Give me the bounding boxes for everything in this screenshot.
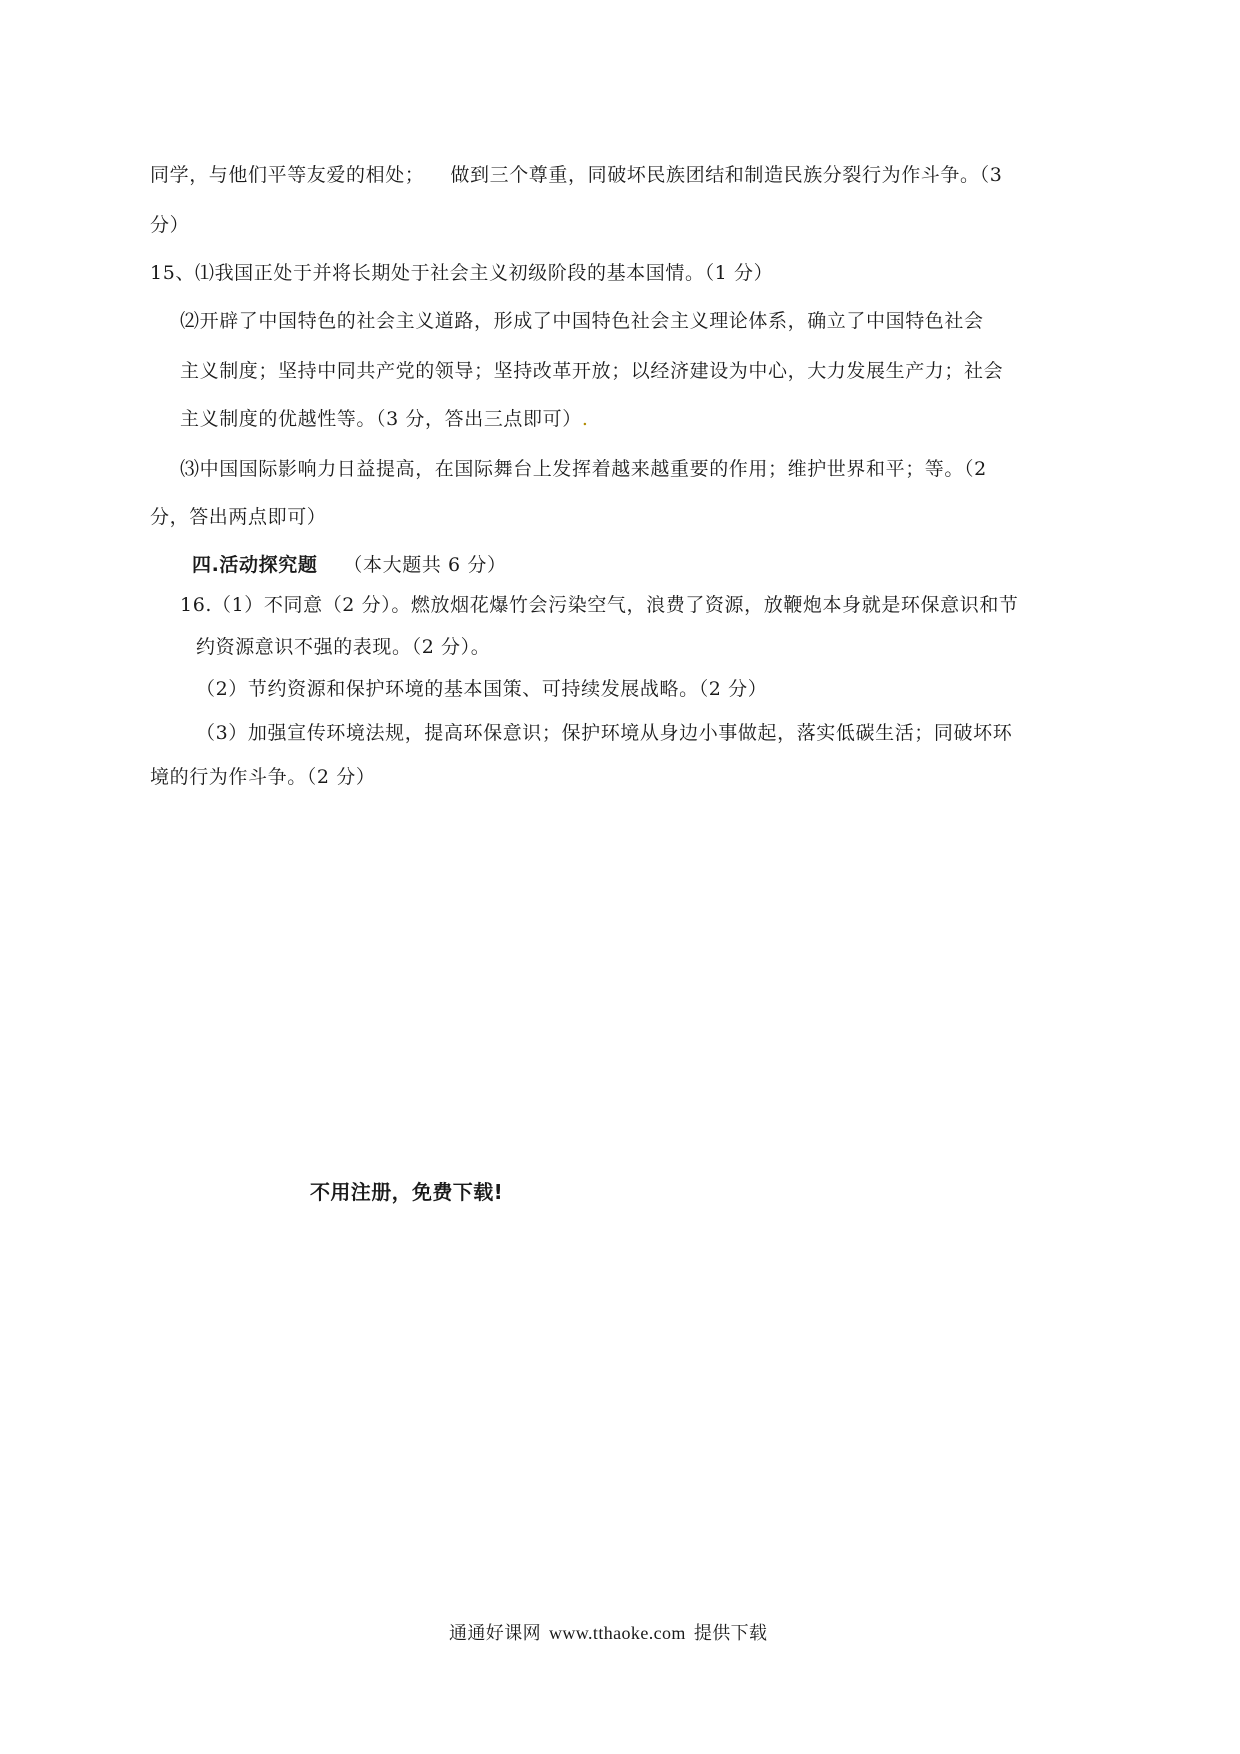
question-16-part-2: （2）节约资源和保护环境的基本国策、可持续发展战略。（2 分） (196, 678, 768, 700)
promo-text: 不用注册，免费下载! (310, 1180, 504, 1204)
answer-line (150, 160, 1002, 187)
stray-mark: . (581, 408, 589, 430)
question-16-part-3: （3）加强宣传环境法规，提高环保意识；保护环境从身边小事做起，落实低碳生活；同破坏环 (196, 722, 1013, 744)
question-16-part-3-cont: 境的行为作斗争。（2 分） (150, 766, 376, 788)
footer-url[interactable]: www.tthaoke.com (549, 1623, 686, 1643)
question-15-part-3-cont: 分，答出两点即可） (150, 506, 327, 528)
section-title: 四.活动探究题 (192, 554, 318, 576)
answer-text: 做到三个尊重，同破坏民族团结和制造民族分裂行为作斗争。（3 (450, 164, 1003, 186)
question-15-part-2: ⑵开辟了中国特色的社会主义道路，形成了中国特色社会主义理论体系，确立了中国特色社会 (180, 310, 984, 332)
footer-site: 通通好课网 (449, 1623, 541, 1644)
answer-line: 分） (150, 214, 190, 236)
answer-text: 主义制度的优越性等。（3 分，答出三点即可） (180, 408, 582, 430)
section-4-heading (192, 550, 507, 577)
question-15-part-1: 15、⑴我国正处于并将长期处于社会主义初级阶段的基本国情。（1 分） (150, 262, 774, 284)
answer-text: 同学，与他们平等友爱的相处； (150, 164, 425, 186)
question-16-part-1-cont: 约资源意识不强的表现。（2 分）。 (196, 636, 491, 658)
question-15-part-2-cont: 主义制度；坚持中同共产党的领导；坚持改革开放；以经济建设为中心，大力发展生产力；社会 (180, 360, 1004, 382)
question-16-part-1: 16.（1）不同意（2 分）。燃放烟花爆竹会污染空气，浪费了资源，放鞭炮本身就是环保意识和节 (180, 594, 1019, 616)
section-note: （本大题共 6 分） (343, 554, 507, 576)
footer-suffix: 提供下载 (693, 1623, 768, 1644)
question-15-part-3: ⑶中国国际影响力日益提高，在国际舞台上发挥着越来越重要的作用；维护世界和平；等。（2 (180, 458, 987, 480)
footer (449, 1619, 767, 1645)
question-15-part-2-cont (180, 404, 588, 431)
